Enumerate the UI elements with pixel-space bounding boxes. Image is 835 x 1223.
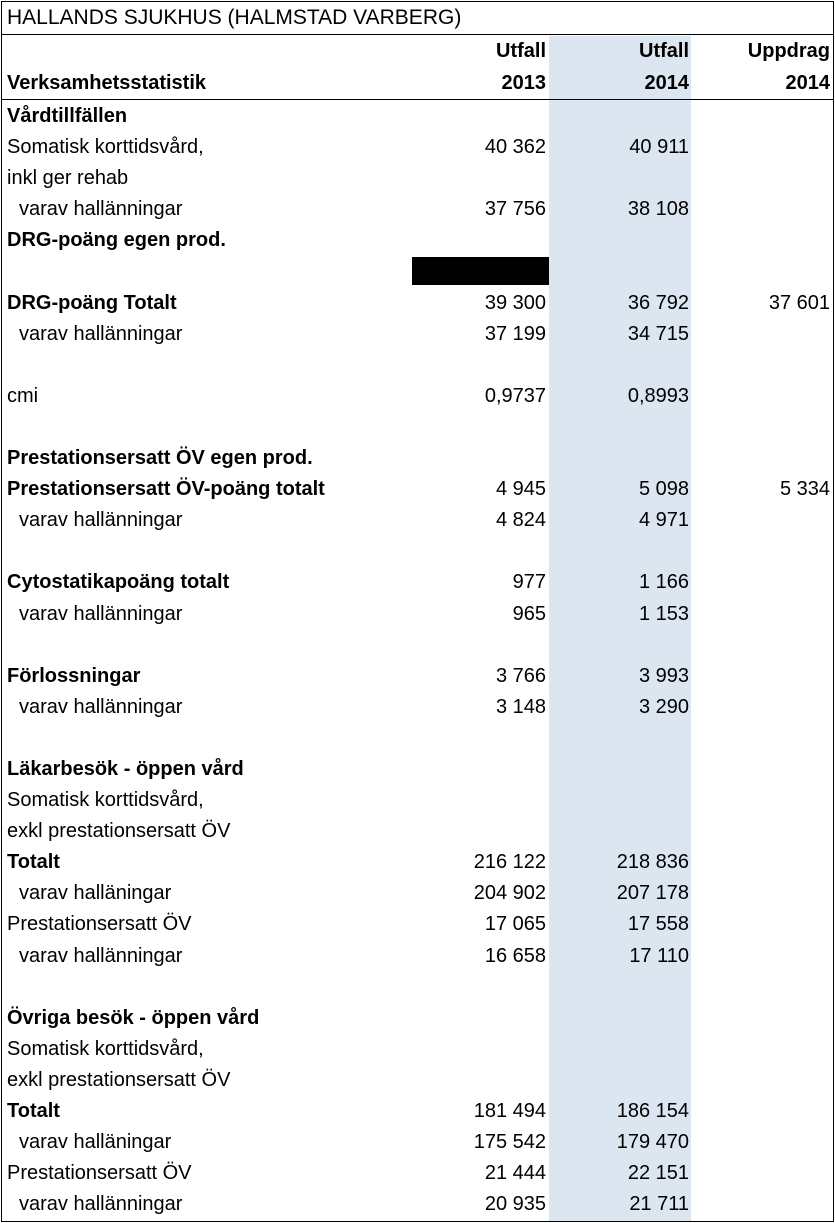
row-label: Prestationsersatt ÖV egen prod. (7, 447, 313, 470)
table-row (2, 132, 833, 163)
value-2013: 4 824 (495, 509, 546, 532)
value-2013: 40 362 (484, 136, 546, 159)
row-label: varav hallänningar (19, 1193, 183, 1216)
row-label: Prestationsersatt ÖV (7, 1162, 192, 1185)
value-2013: 16 658 (484, 944, 546, 967)
value-uppdrag-2014: 37 601 (768, 291, 830, 314)
value-2013: 3 148 (495, 695, 546, 718)
value-2014: 1 166 (638, 571, 689, 594)
row-label: cmi (7, 384, 39, 407)
header-col3-line2: 2014 (785, 72, 830, 94)
row-label: DRG-poäng egen prod. (7, 229, 226, 252)
header-col3-line1: Uppdrag (747, 40, 830, 62)
value-2014: 3 290 (638, 695, 689, 718)
table-row (2, 1003, 833, 1034)
value-uppdrag-2014: 5 334 (779, 478, 830, 501)
value-2013: 4 945 (495, 478, 546, 501)
value-2014: 17 558 (627, 913, 689, 936)
table-row (2, 941, 833, 972)
row-label: DRG-poäng Totalt (7, 291, 177, 314)
row-label: exkl prestationsersatt ÖV (7, 1068, 231, 1091)
row-label: varav halläningar (19, 1131, 172, 1154)
value-2014: 5 098 (638, 478, 689, 501)
row-label: Somatisk korttidsvård, (7, 136, 204, 159)
value-2013: 21 444 (484, 1162, 546, 1185)
value-2014: 0,8993 (627, 384, 689, 407)
value-2013: 216 122 (473, 851, 546, 874)
row-label: Läkarbesök - öppen vård (7, 757, 244, 780)
table-row (2, 1158, 833, 1189)
table-row (2, 288, 833, 319)
table-row (2, 847, 833, 878)
value-2014: 34 715 (627, 322, 689, 345)
row-label: Vårdtillfällen (7, 105, 128, 127)
row-label: varav hallänningar (19, 198, 183, 221)
value-2014: 1 153 (638, 602, 689, 625)
table-row (2, 443, 833, 474)
value-2013: 20 935 (484, 1193, 546, 1216)
table-row (2, 785, 833, 816)
table-row (2, 163, 833, 194)
value-2014: 207 178 (616, 882, 689, 905)
table-row (2, 599, 833, 630)
table-row (2, 101, 833, 132)
column-header-row (2, 36, 833, 100)
value-2014: 218 836 (616, 851, 689, 874)
row-label: Övriga besök - öppen vård (7, 1006, 260, 1029)
table-row (2, 630, 833, 661)
value-2013: 17 065 (484, 913, 546, 936)
value-2013: 175 542 (473, 1131, 546, 1154)
value-2013: 977 (512, 571, 546, 594)
statistics-table (1, 1, 834, 1222)
table-row (2, 754, 833, 785)
row-label: varav halläningar (19, 882, 172, 905)
row-label: Cytostatikapoäng totalt (7, 571, 230, 594)
table-row (2, 194, 833, 225)
table-row (2, 225, 833, 256)
value-2014: 3 993 (638, 664, 689, 687)
row-label: Somatisk korttidsvård, (7, 1037, 204, 1060)
header-col1-line1: Utfall (496, 40, 546, 62)
header-row-label: Verksamhetsstatistik (7, 72, 207, 94)
value-2013: 39 300 (484, 291, 546, 314)
table-row (2, 816, 833, 847)
table-row (2, 878, 833, 909)
row-label: Totalt (7, 851, 60, 874)
header-col2-line1: Utfall (639, 40, 689, 62)
row-label: varav hallänningar (19, 602, 183, 625)
table-row (2, 381, 833, 412)
value-2014: 40 911 (629, 136, 689, 159)
value-2013: 0,9737 (484, 384, 546, 407)
table-row (2, 1096, 833, 1127)
table-row (2, 256, 833, 287)
value-2013: 181 494 (473, 1100, 546, 1122)
value-2014: 4 971 (638, 509, 689, 532)
row-label: varav hallänningar (19, 695, 183, 718)
value-2013: 204 902 (473, 882, 546, 905)
row-label: Prestationsersatt ÖV (7, 913, 192, 936)
table-row (2, 474, 833, 505)
table-row (2, 319, 833, 350)
value-2014: 179 470 (616, 1131, 689, 1154)
row-label: Prestationsersatt ÖV-poäng totalt (7, 478, 325, 501)
table-row (2, 723, 833, 754)
row-label: Totalt (7, 1100, 60, 1122)
value-2014: 38 108 (627, 198, 689, 221)
value-2013: 37 756 (484, 198, 546, 221)
table-row (2, 1127, 833, 1158)
table-row (2, 1065, 833, 1096)
value-2014: 21 711 (629, 1193, 689, 1216)
table-row (2, 909, 833, 940)
table-row (2, 692, 833, 723)
table-row (2, 972, 833, 1003)
value-2014: 186 154 (616, 1100, 689, 1122)
value-2013: 965 (512, 602, 546, 625)
row-label: Somatisk korttidsvård, (7, 789, 204, 812)
header-col1-line2: 2013 (501, 72, 546, 94)
row-label: exkl prestationsersatt ÖV (7, 820, 231, 843)
header-col2-line2: 2014 (644, 72, 689, 94)
row-label: Förlossningar (7, 664, 141, 687)
table-row (2, 536, 833, 567)
row-label: varav hallänningar (19, 944, 183, 967)
value-2014: 36 792 (627, 291, 689, 314)
table-row (2, 350, 833, 381)
value-2014: 17 110 (629, 944, 689, 967)
row-label: inkl ger rehab (7, 167, 129, 190)
row-label: varav hallänningar (19, 509, 183, 532)
table-row (2, 412, 833, 443)
row-label: varav hallänningar (19, 322, 183, 345)
table-row (2, 661, 833, 692)
table-body (2, 101, 833, 1220)
value-2013: 3 766 (495, 664, 546, 687)
value-2013: 37 199 (484, 322, 546, 345)
value-2014: 22 151 (627, 1162, 689, 1185)
table-title-row (2, 2, 833, 35)
table-title: HALLANDS SJUKHUS (HALMSTAD VARBERG) (7, 6, 462, 29)
table-row (2, 1034, 833, 1065)
table-row (2, 567, 833, 598)
table-row (2, 1189, 833, 1220)
table-row (2, 505, 833, 536)
